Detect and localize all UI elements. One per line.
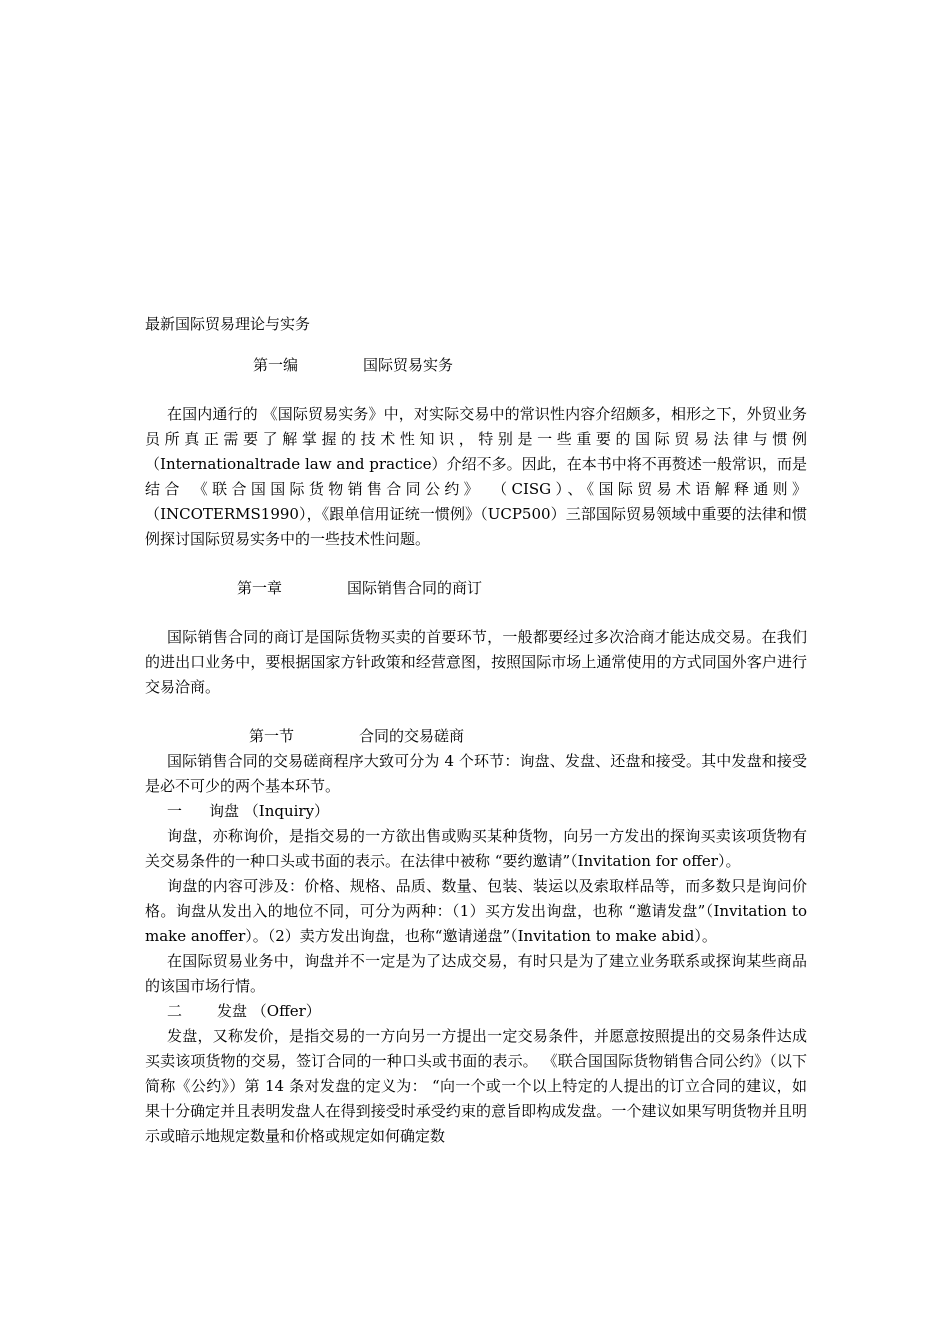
part-number: 第一编	[253, 356, 299, 374]
inquiry-paragraph: 询盘，亦称询价，是指交易的一方欲出售或购买某种货物，向另一方发出的探询买卖该项货物有关交易条件的一种口头或书面的表示。在法律中被称 “要约邀请”（Invitation for offer）。	[145, 827, 807, 870]
section-number: 第一节	[249, 727, 295, 745]
inquiry-heading	[145, 799, 807, 824]
chapter-title: 国际销售合同的商订	[347, 579, 483, 597]
inquiry-paragraph: 在国际贸易业务中，询盘并不一定是为了达成交易，有时只是为了建立业务联系或探询某些商品的该国市场行情。	[145, 952, 807, 995]
offer-title: 发盘 （Offer）	[217, 1002, 321, 1020]
inquiry-title: 询盘 （Inquiry）	[209, 802, 330, 820]
inquiry-paragraph: 询盘的内容可涉及：价格、规格、品质、数量、包装、装运以及索取样品等，而多数只是询问价格。询盘从发出入的地位不同，可分为两种：（1）买方发出询盘，也称 “邀请发盘”（Invitation to make anoffer）。（2）卖方发出询盘，也称“邀请递盘”（Invitation to make abid）。	[145, 877, 807, 945]
section-title: 合同的交易磋商	[359, 727, 465, 745]
document-body	[145, 312, 807, 1149]
offer-number: 二	[167, 1002, 183, 1020]
offer-heading	[145, 999, 807, 1024]
part-title: 国际贸易实务	[363, 356, 454, 374]
inquiry-number: 一	[167, 802, 183, 820]
offer-paragraph: 发盘，又称发价，是指交易的一方向另一方提出一定交易条件，并愿意按照提出的交易条件达成买卖该项货物的交易，签订合同的一种口头或书面的表示。 《联合国国际货物销售合同公约》（以下简称《公约》）第 14 条对发盘的定义为： “向一个或一个以上特定的人提出的订立合同的建议，如果十分确定并且表明发盘人在得到接受时承受约束的意旨即构成发盘。一个建议如果写明货物并且明示或暗示地规定数量和价格或规定如何确定数	[145, 1027, 807, 1145]
intro-paragraph: 在国内通行的 《国际贸易实务》中，对实际交易中的常识性内容介绍颇多，相形之下，外贸业务员所真正需要了解掌握的技术性知识，特别是一些重要的国际贸易法律与惯例（Internationaltrade law and practice）介绍不多。因此，在本书中将不再赘述一般常识，而是结合 《联合国国际货物销售合同公约》 （CISG）、《国际贸易术语解释通则》（INCOTERMS1990），《跟单信用证统一惯例》（UCP500）三部国际贸易领域中重要的法律和惯例探讨国际贸易实务中的一些技术性问题。	[145, 405, 807, 548]
chapter-number: 第一章	[237, 579, 283, 597]
part-heading	[145, 353, 807, 378]
chapter-heading	[145, 576, 807, 601]
section-heading	[145, 724, 807, 749]
chapter-intro-paragraph: 国际销售合同的商订是国际货物买卖的首要环节，一般都要经过多次洽商才能达成交易。在我们的进出口业务中，要根据国家方针政策和经营意图，按照国际市场上通常使用的方式同国外客户进行交易洽商。	[145, 628, 807, 696]
document-title: 最新国际贸易理论与实务	[145, 315, 311, 333]
section-intro-paragraph: 国际销售合同的交易磋商程序大致可分为 4 个环节：询盘、发盘、还盘和接受。其中发盘和接受是必不可少的两个基本环节。	[145, 752, 807, 795]
